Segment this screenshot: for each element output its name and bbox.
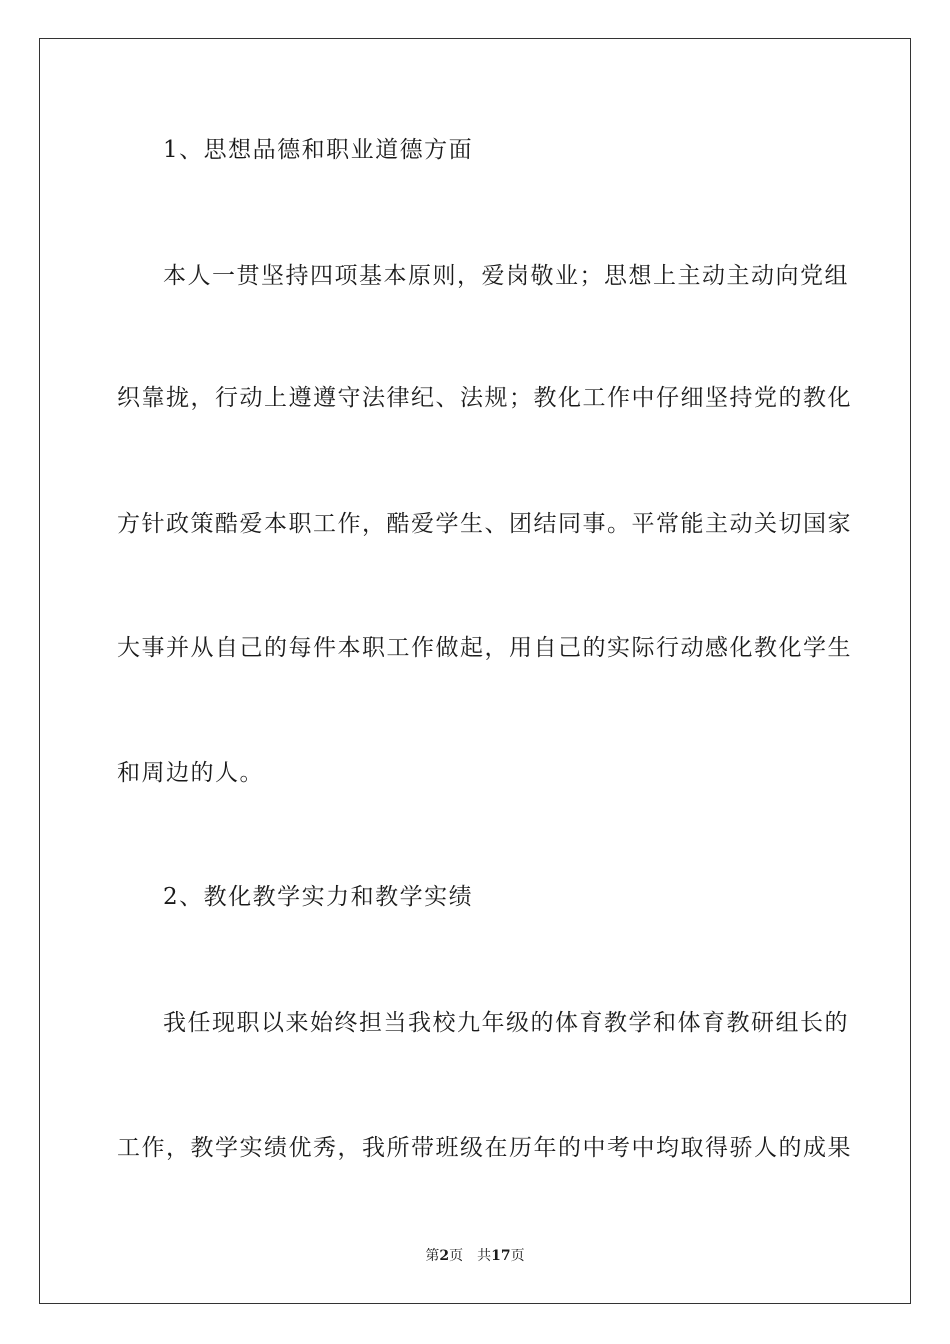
paragraph-1-line-3: 方针政策酷爱本职工作，酷爱学生、团结同事。平常能主动关切国家: [117, 511, 852, 537]
total-suffix: 页: [510, 1248, 525, 1264]
paragraph-2-line-2: 工作，教学实绩优秀，我所带班级在历年的中考中均取得骄人的成果: [117, 1135, 852, 1161]
paragraph-2-line-1: 我任现职以来始终担当我校九年级的体育教学和体育教研组长的: [163, 1010, 849, 1036]
page-suffix: 页: [449, 1248, 464, 1264]
paragraph-1-line-5: 和周边的人。: [117, 760, 264, 786]
paragraph-1-line-4: 大事并从自己的每件本职工作做起，用自己的实际行动感化教化学生: [117, 635, 852, 661]
paragraph-1-line-2: 织靠拢，行动上遵遵守法律纪、法规；教化工作中仔细坚持党的教化: [117, 385, 852, 411]
page-number: 2: [439, 1248, 450, 1264]
total-prefix: 共: [477, 1248, 492, 1264]
section-1-heading: 1、思想品德和职业道德方面: [163, 137, 474, 163]
total-pages: 17: [491, 1248, 511, 1264]
page-prefix: 第: [425, 1248, 440, 1264]
page-footer: [0, 1246, 950, 1266]
page-border: [39, 38, 911, 1304]
section-2-heading: 2、教化教学实力和教学实绩: [163, 884, 474, 910]
paragraph-1-line-1: 本人一贯坚持四项基本原则，爱岗敬业；思想上主动主动向党组: [163, 263, 849, 289]
